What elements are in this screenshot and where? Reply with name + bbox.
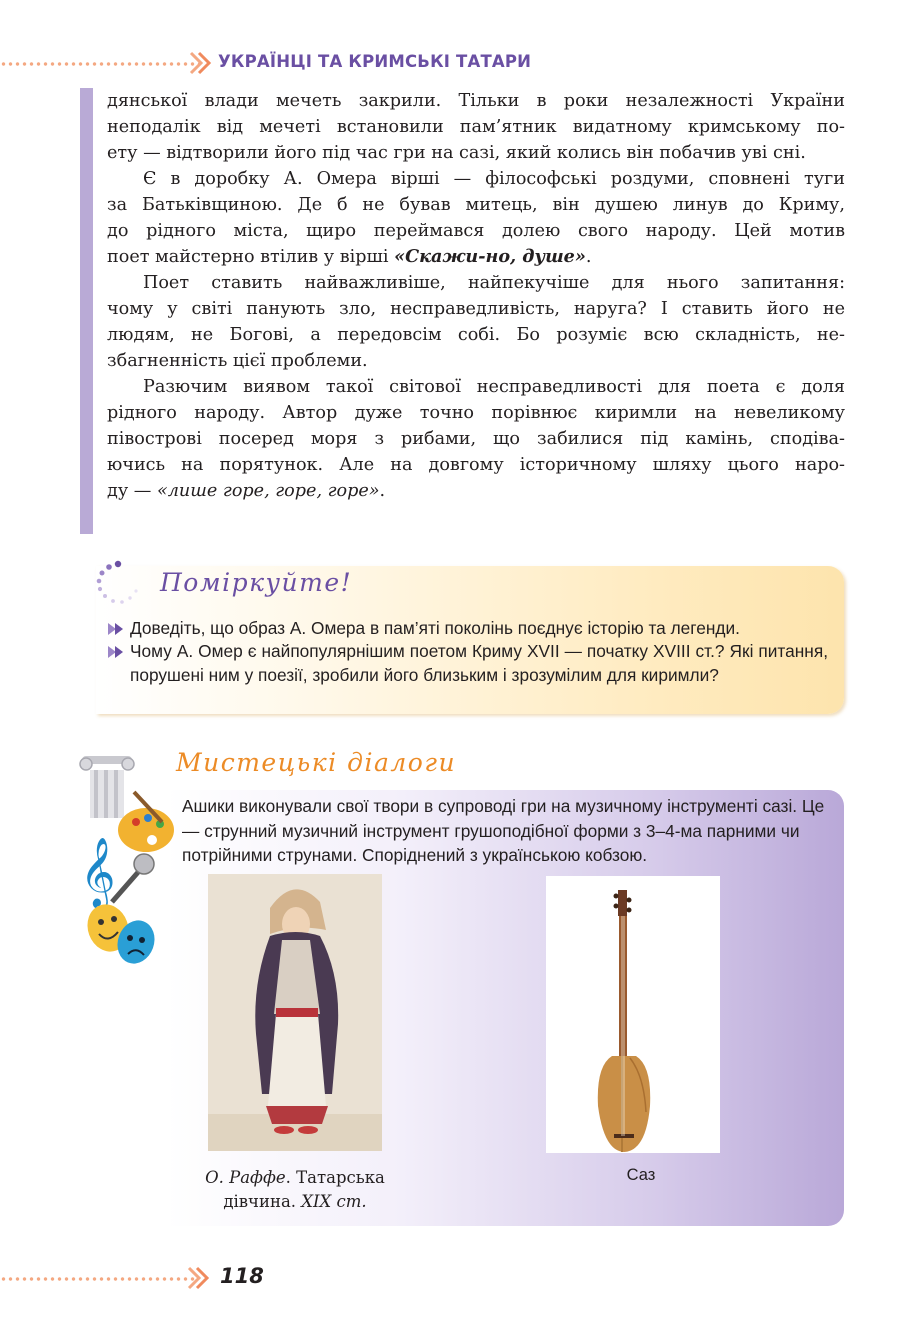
question-item: [108, 640, 828, 687]
art-dialogs-text: Ашики виконували свої твори в супроводі гри на музичному інструменті сазі. Це — струнний музичний інструмент грушоподібної форми з 3–4-ма парними чи потрійними струнами. Споріднений з українською кобзою.: [182, 796, 825, 865]
saz-caption: Саз: [626, 1166, 656, 1184]
body-text: [107, 89, 845, 505]
question-text: Чому А. Омер є найпопулярнішим поетом Криму XVII — початку XVIII ст.? Які питання, порушені ним у поезії, зробили його близьким і зрозумілим для киримли?: [130, 641, 828, 685]
footer-chevron-icon: [186, 1264, 212, 1292]
think-title: Поміркуйте!: [160, 568, 353, 597]
question-list: [108, 617, 828, 687]
header-dotted-line: [0, 60, 200, 68]
caption-text: . Татарська дівчина.: [223, 1168, 385, 1211]
text-line: неподалік від мечеті встановили пам’ятник видатному кримському по-: [107, 116, 845, 137]
quote: «лише горе, горе, горе»: [156, 480, 380, 501]
running-header: УКРАЇНЦІ ТА КРИМСЬКІ ТАТАРИ: [218, 52, 532, 71]
text-line: ючись на порятунок. Але на довгому історичному шляху цього наро-: [107, 454, 845, 475]
art-dialogs-title: Мистецькі діалоги: [176, 748, 457, 777]
header-chevron-icon: [188, 49, 214, 77]
tatar-girl-painting: [208, 874, 382, 1151]
poem-title: «Скажи-но, душе»: [394, 246, 586, 268]
arts-icon: [74, 752, 174, 972]
text-line: півострові посеред моря з рибами, що забилися під камінь, сподіва-: [107, 428, 845, 449]
text-line: Є в доробку А. Омера вірші — філософські роздуми, сповнені туги: [143, 168, 845, 189]
double-arrow-icon: [108, 623, 128, 635]
margin-bar: [80, 88, 93, 534]
question-text: Доведіть, що образ А. Омера в пам’яті поколінь поєднує історію та легенди.: [130, 618, 740, 638]
saz-photo: [546, 876, 720, 1153]
text-run: ду —: [107, 480, 157, 501]
text-line: чому у світі панують зло, несправедливість, наруга? І ставить його не: [107, 299, 845, 320]
paragraph-2: [107, 167, 845, 272]
text-line: до рідного міста, щиро переймався долею свого народу. Цей мотив: [107, 220, 845, 241]
text-run: .: [379, 480, 386, 501]
double-arrow-icon: [108, 646, 128, 658]
paragraph-4: [107, 375, 845, 505]
text-run: .: [585, 247, 592, 268]
dotted-circle-icon: [92, 556, 142, 606]
text-line: Разючим виявом такої світової несправедливості для поета є доля: [143, 376, 845, 397]
question-item: [108, 617, 828, 640]
text-line: дянської влади мечеть закрили. Тільки в роки незалежності України: [107, 91, 845, 111]
text-line: [107, 479, 845, 505]
paragraph-1: [107, 89, 845, 167]
page-number: 118: [220, 1264, 264, 1288]
paragraph-3: [107, 271, 845, 375]
painting-caption: [200, 1166, 390, 1214]
text-line: ету — відтворили його під час гри на сазі, який колись він побачив уві сні.: [107, 142, 806, 163]
caption-author: О. Раффе: [205, 1168, 286, 1187]
text-line: рідного народу. Автор дуже точно порівнює киримли на невеликому: [107, 402, 845, 423]
text-line: людям, не Богові, а передовсім собі. Бо розуміє всю складність, не-: [107, 325, 845, 346]
svg-text:𝄞: 𝄞: [80, 837, 116, 907]
text-run: поет майстерно втілив у вірші: [107, 247, 395, 268]
text-line: Поет ставить найважливіше, найпекучіше для нього запитання:: [143, 273, 845, 294]
text-line: [107, 244, 845, 271]
text-line: за Батьківщиною. Де б не бував митець, він душею линув до Криму,: [107, 194, 845, 215]
footer-dotted-line: [0, 1275, 196, 1283]
text-line: збагненність цієї проблеми.: [107, 351, 368, 372]
caption-century: XIX ст.: [301, 1192, 367, 1211]
